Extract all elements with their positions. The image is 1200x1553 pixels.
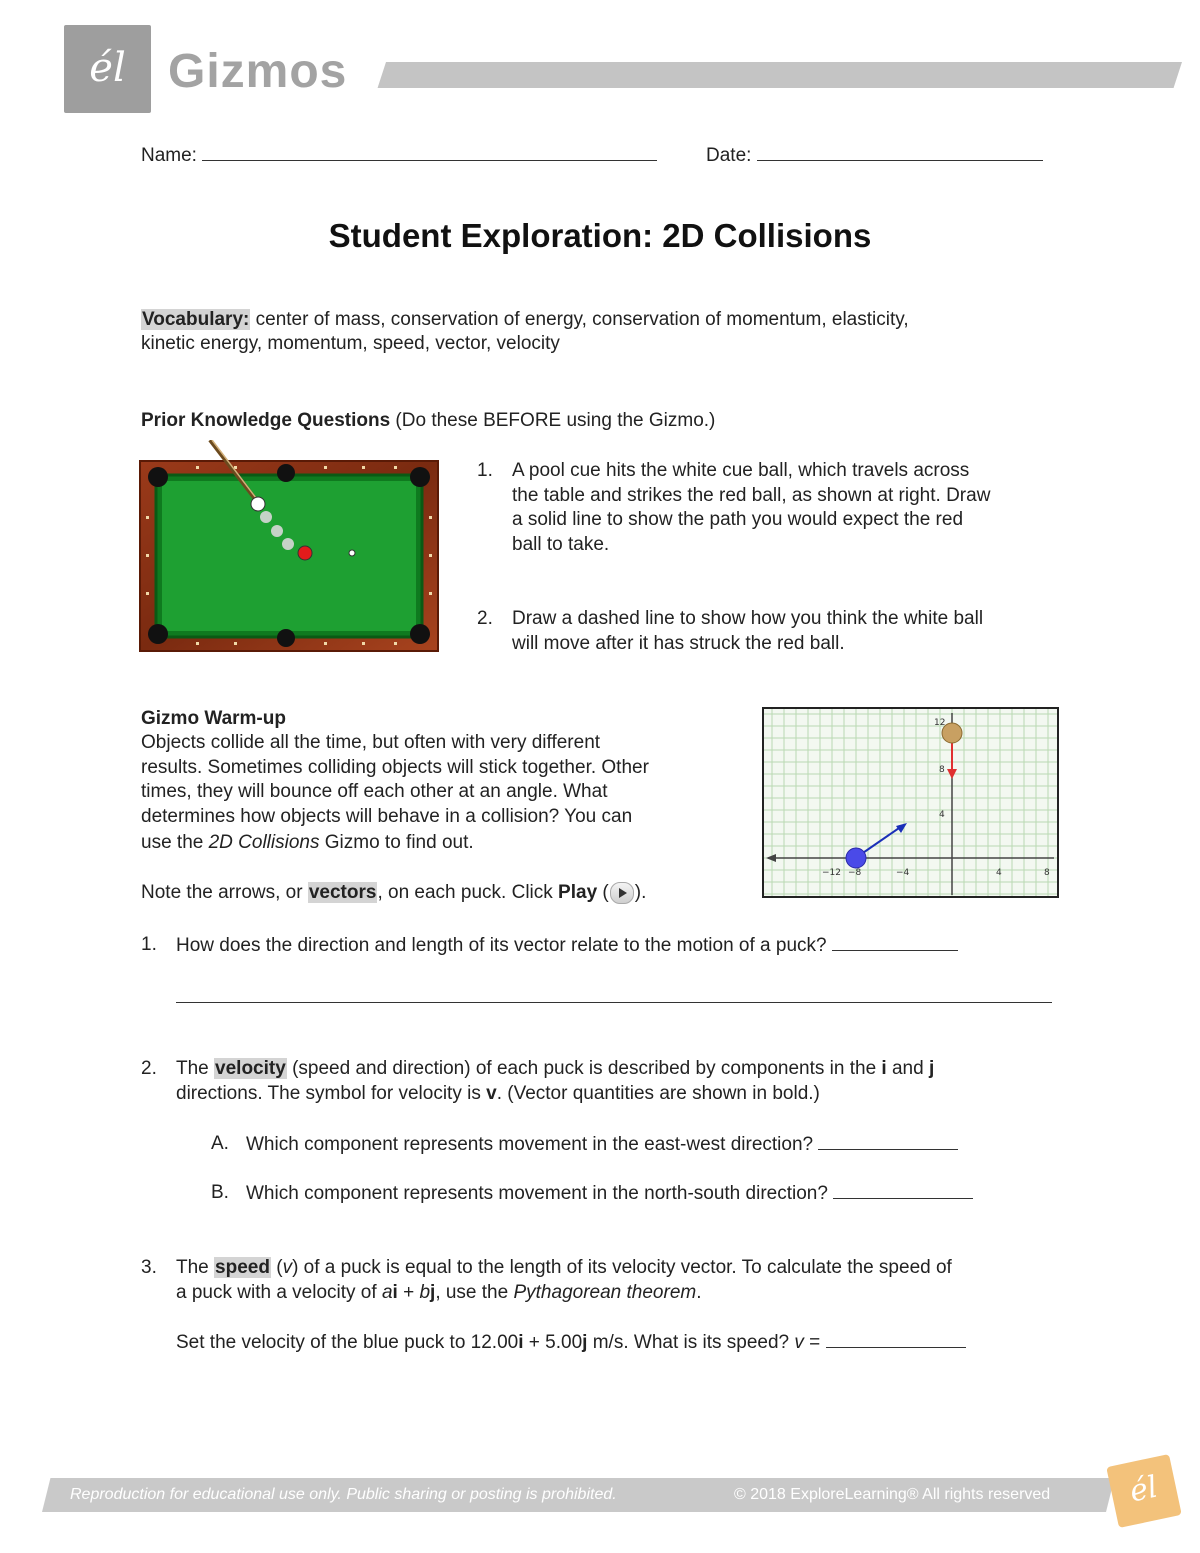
vocabulary-terms-1: center of mass, conservation of energy, conservation of momentum, elasticity, [250, 309, 909, 330]
note-b: , on each puck. Click [377, 882, 559, 903]
y-tick-3: 4 [939, 810, 945, 820]
q3-i: i [392, 1282, 398, 1303]
q3-line2-b: , use the [435, 1282, 514, 1303]
q2a-line [246, 1131, 958, 1157]
q3-line-3 [176, 1329, 966, 1355]
q2b-line [246, 1180, 973, 1206]
warmup-line-4: determines how objects will behave in a collision? You can [141, 806, 633, 827]
q2b-number: B. [211, 1182, 229, 1203]
play-label: Play [558, 882, 598, 903]
x-tick-5: 8 [1044, 868, 1050, 878]
q1-number: 1. [141, 934, 157, 955]
gold-puck[interactable] [942, 723, 962, 743]
name-label: Name: [141, 145, 197, 166]
q3-line3-a: Set the velocity of the blue puck to 12.00 [176, 1332, 519, 1353]
q3-j: j [430, 1282, 436, 1303]
q3-v: v [282, 1257, 293, 1278]
q3-line3-c: m/s. What is its speed? [587, 1332, 795, 1353]
graph-frame [763, 708, 1058, 897]
pool-table-image [138, 440, 440, 652]
q3-b: ( [270, 1257, 283, 1278]
prior-heading: Prior Knowledge Questions [141, 410, 391, 431]
q2-line2-b: . (Vector quantities are shown in bold.) [496, 1083, 820, 1104]
note-d: ). [634, 882, 647, 903]
prior-note: (Do these BEFORE using the Gizmo.) [390, 410, 716, 431]
y-tick-2: 8 [939, 765, 945, 775]
note-c: ( [597, 882, 609, 903]
q3-plus: + [397, 1282, 420, 1303]
q2-j: j [928, 1058, 935, 1079]
date-label: Date: [706, 145, 752, 166]
vocabulary-line-2: kinetic energy, momentum, speed, vector, velocity [141, 333, 560, 354]
q3-line3-b: + 5.00 [523, 1332, 583, 1353]
prior-q1-line-1: A pool cue hits the white cue ball, which travels across [512, 460, 970, 481]
footer-logo-glyph: él [1126, 1469, 1161, 1510]
q2-line2-a: directions. The symbol for velocity is [176, 1083, 487, 1104]
q1-text-line [176, 932, 958, 958]
q3-number: 3. [141, 1257, 157, 1278]
warmup-line5-b: Gizmo to find out. [319, 832, 474, 853]
date-field[interactable] [757, 142, 1043, 161]
warmup-line5-a: use the [141, 832, 209, 853]
q2-a: The [176, 1058, 215, 1079]
target-dot [349, 550, 355, 556]
warmup-line-1: Objects collide all the time, but often with very different [141, 732, 601, 753]
footer-reproduction-notice: Reproduction for educational use only. Public sharing or posting is prohibited. [70, 1486, 617, 1503]
prior-q2-number: 2. [477, 608, 493, 629]
q3-line-2 [176, 1280, 702, 1305]
table-felt-inner [162, 481, 416, 631]
x-tick-4: 4 [996, 868, 1002, 878]
brand-name: Gizmos [168, 45, 348, 98]
q3-line3-j: j [582, 1332, 588, 1353]
q3-line3-i: i [518, 1332, 524, 1353]
q2-line-1 [176, 1056, 934, 1081]
q3-c: ) of a puck is equal to the length of its velocity vector. To calculate the speed of [292, 1257, 952, 1278]
warmup-heading [141, 706, 286, 731]
note-a: Note the arrows, or [141, 882, 308, 903]
vocabulary-label: Vocabulary: [142, 309, 250, 330]
y-tick-1: 12 [934, 718, 946, 728]
warmup-line-5 [141, 830, 474, 855]
prior-q2-line-1: Draw a dashed line to show how you think the white ball [512, 608, 984, 629]
velocity-term: velocity [215, 1058, 286, 1079]
q1-text: How does the direction and length of its vector relate to the motion of a puck? [176, 935, 827, 956]
play-button-icon [610, 882, 634, 904]
q3-line3-v: v [794, 1332, 804, 1353]
x-tick-3: −4 [896, 868, 910, 878]
name-line [141, 142, 657, 168]
q2-line-2 [176, 1081, 820, 1106]
speed-term: speed [215, 1257, 270, 1278]
q2a-number: A. [211, 1133, 229, 1154]
q1-answer-field-1[interactable] [832, 932, 958, 951]
blue-puck[interactable] [846, 848, 866, 868]
q2-v: v [486, 1083, 497, 1104]
warmup-gizmo-name: 2D Collisions [208, 832, 320, 853]
warmup-line-2: results. Sometimes colliding objects will stick together. Other [141, 757, 649, 778]
footer-copyright: © 2018 ExploreLearning® All rights reserved [734, 1486, 1051, 1503]
vectors-term: vectors [308, 882, 377, 903]
name-field[interactable] [202, 142, 657, 161]
logo-glyph: él [89, 45, 126, 91]
prior-q2-line-2: will move after it has struck the red ball. [512, 633, 845, 654]
prior-q1-line-3: a solid line to show the path you would expect the red [512, 509, 964, 530]
page-title: Student Exploration: 2D Collisions [328, 217, 872, 254]
q2a-answer-field[interactable] [818, 1131, 958, 1150]
header-bar [378, 62, 1182, 88]
q2b-text: Which component represents movement in the north-south direction? [246, 1183, 828, 1204]
q3-line3-eq: = [803, 1332, 826, 1353]
q3-line-1 [176, 1255, 952, 1280]
prior-q1-number: 1. [477, 460, 493, 481]
collision-graph [762, 707, 1059, 898]
q3-a-italic: a [381, 1282, 393, 1303]
q2-number: 2. [141, 1058, 157, 1079]
prior-q1-line-2: the table and strikes the red ball, as shown at right. Draw [512, 485, 991, 506]
gizmos-logo [64, 25, 151, 113]
q2-b: (speed and direction) of each puck is described by components in the [286, 1058, 882, 1079]
x-tick-2: −8 [848, 868, 862, 878]
prior-knowledge-heading [141, 408, 715, 433]
q1-answer-field-2[interactable] [176, 984, 1052, 1003]
x-tick-1: −12 [822, 868, 841, 878]
q2b-answer-field[interactable] [833, 1180, 973, 1199]
q2-and: and [886, 1058, 929, 1079]
q3-line2-a: a puck with a velocity of [176, 1282, 382, 1303]
warmup-line-3: times, they will bounce off each other at an angle. What [141, 781, 608, 802]
q3-pythagorean: Pythagorean theorem [513, 1282, 697, 1303]
q3-a: The [176, 1257, 215, 1278]
vocabulary-line-1 [141, 307, 909, 332]
q3-line2-c: . [696, 1282, 702, 1303]
q3-speed-answer-field[interactable] [826, 1329, 966, 1348]
cue-ball [251, 497, 265, 511]
warmup-heading-text: Gizmo Warm-up [141, 708, 286, 729]
q2-i: i [881, 1058, 887, 1079]
q2a-text: Which component represents movement in the east-west direction? [246, 1134, 814, 1155]
red-ball [298, 546, 312, 560]
warmup-note [141, 880, 646, 905]
footer-logo [1106, 1454, 1181, 1528]
date-line [706, 142, 1043, 168]
prior-q1-line-4: ball to take. [512, 534, 610, 555]
q3-b-italic: b [419, 1282, 431, 1303]
